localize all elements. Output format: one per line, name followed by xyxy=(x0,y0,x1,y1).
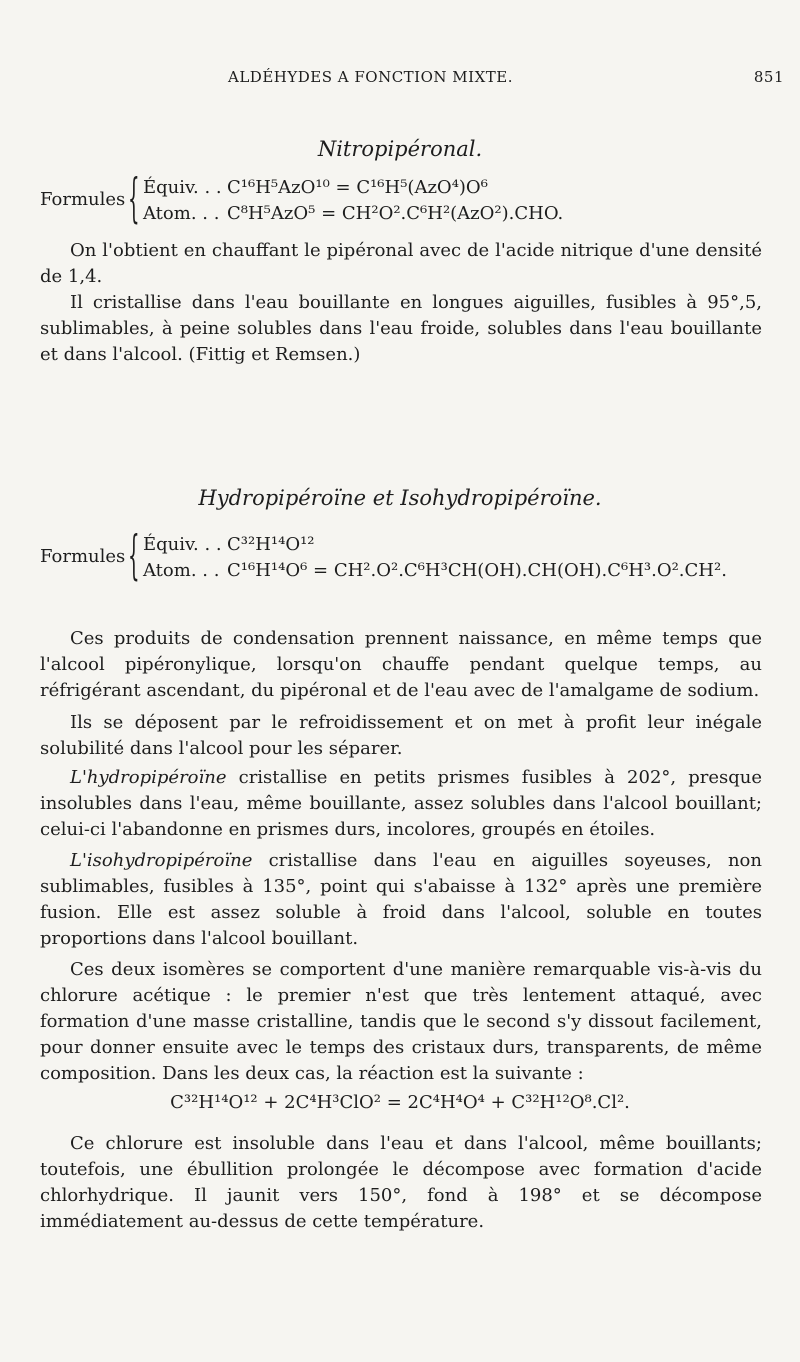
formula-label: Formules xyxy=(40,546,126,567)
formula-atom-value: C¹⁶H¹⁴O⁶ = CH².O².C⁶H³CH(OH).CH(OH).C⁶H³.O².CH². xyxy=(227,560,727,581)
formula-atom xyxy=(143,560,727,581)
running-head: ALDÉHYDES A FONCTION MIXTE. xyxy=(228,68,513,86)
page-number: 851 xyxy=(753,68,784,86)
formula-equiv-key: Équiv. . . xyxy=(143,534,222,555)
compound-name: L'hydropipéroïne xyxy=(70,767,227,788)
formula-equiv-key: Équiv. . . xyxy=(143,177,222,198)
section-title-nitropiperonal: Nitropipéronal. xyxy=(317,137,483,161)
brace-icon: { xyxy=(128,526,140,586)
formula-block-hydropiperoine xyxy=(40,526,760,604)
formula-atom xyxy=(143,203,563,224)
formula-equiv-value: C¹⁶H⁵AzO¹⁰ = C¹⁶H⁵(AzO⁴)O⁶ xyxy=(227,177,488,198)
page-header xyxy=(40,68,784,92)
paragraph xyxy=(40,848,762,952)
formula-atom-value: C⁸H⁵AzO⁵ = CH²O².C⁶H²(AzO²).CHO. xyxy=(227,203,564,224)
paragraph xyxy=(40,765,762,843)
paragraph-text: cristallise en petits prismes fusibles à 202°, presque insolubles dans l'eau, même bouillante, assez solubles dans l'alcool bouillant; celui-ci l'abandonne en prismes durs, incolores, groupés en étoiles. xyxy=(40,767,762,840)
paragraph: Il cristallise dans l'eau bouillante en longues aiguilles, fusibles à 95°,5, sublimables, à peine solubles dans l'eau froide, solubles dans l'eau bouillante et dans l'alcool. (Fittig et Remsen.) xyxy=(40,292,762,365)
formula-atom-key: Atom. . . xyxy=(143,203,220,224)
paragraph: Ces deux isomères se comportent d'une manière remarquable vis-à-vis du chlorure acétique : le premier n'est que très lentement attaqué, avec formation d'une masse cristalline, tandis que le second s'y dissout facilement, pour donner ensuite avec le temps des cristaux durs, transparents, de même composition. Dans les deux cas, la réaction est la suivante : xyxy=(40,959,762,1084)
formula-block-nitropiperonal xyxy=(40,169,760,247)
paragraph: On l'obtient en chauffant le pipéronal avec de l'acide nitrique d'une densité de 1,4. xyxy=(40,240,762,287)
formula-equiv-value: C³²H¹⁴O¹² xyxy=(227,534,315,555)
paragraph: Ce chlorure est insoluble dans l'eau et dans l'alcool, même bouillants; toutefois, une ébullition prolongée le décompose avec formation d'acide chlorhydrique. Il jaunit vers 150°, fond à 198° et se décompose immédiatement au-dessus de cette température. xyxy=(40,1133,762,1232)
paragraph: Ils se déposent par le refroidissement et on met à profit leur inégale solubilité dans l'alcool pour les séparer. xyxy=(40,712,762,759)
reaction-equation: C³²H¹⁴O¹² + 2C⁴H³ClO² = 2C⁴H⁴O⁴ + C³²H¹²O⁸.Cl². xyxy=(170,1092,630,1113)
compound-name: L'isohydropipéroïne xyxy=(70,850,253,871)
section-title-hydropiperoine: Hydropipéroïne et Isohydropipéroïne. xyxy=(198,486,602,510)
formula-equiv xyxy=(143,534,315,555)
brace-icon: { xyxy=(128,169,140,229)
paragraph: Ces produits de condensation prennent naissance, en même temps que l'alcool pipéronylique, lorsqu'on chauffe pendant quelque temps, au réfrigérant ascendant, du pipéronal et de l'eau avec de l'amalgame de sodium. xyxy=(40,628,762,701)
formula-label: Formules xyxy=(40,189,126,210)
formula-atom-key: Atom. . . xyxy=(143,560,220,581)
formula-equiv xyxy=(143,177,488,198)
paragraph-text: cristallise dans l'eau en aiguilles soyeuses, non sublimables, fusibles à 135°, point qui s'abaisse à 132° après une première fusion. Elle est assez soluble à froid dans l'alcool, soluble en toutes proportions dans l'alcool bouillant. xyxy=(40,850,762,949)
